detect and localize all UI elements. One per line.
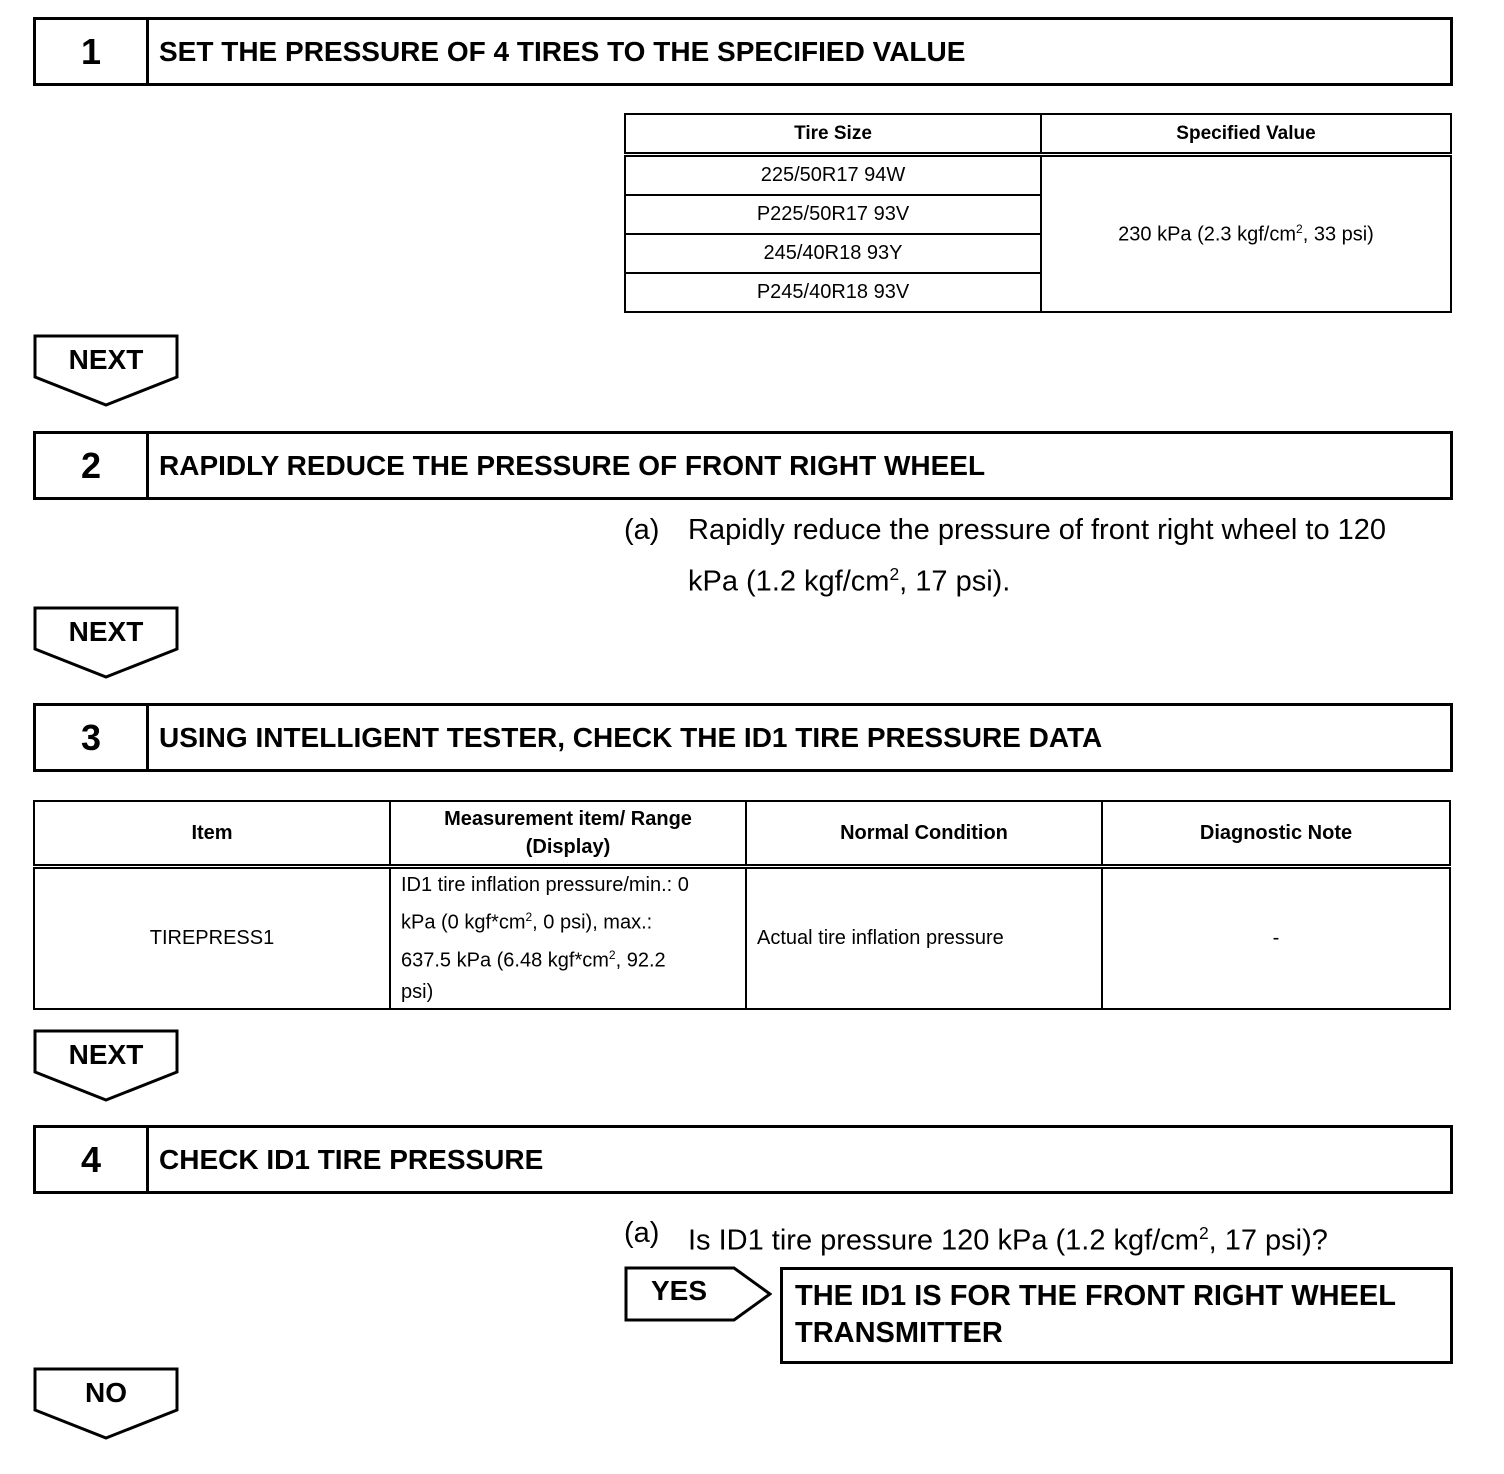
specified-value-cell: 230 kPa (2.3 kgf/$cm^2$, 33 psi) <box>1041 155 1451 313</box>
col-header-diagnostic-note: Diagnostic Note <box>1102 801 1450 867</box>
next-label: NEXT <box>68 1039 144 1070</box>
col-header-tire-size: Tire Size <box>625 114 1041 155</box>
step-number: 1 <box>36 20 149 83</box>
tire-size-cell: 225/50R17 94W <box>625 155 1041 196</box>
tire-size-cell: 245/40R18 93Y <box>625 234 1041 273</box>
step-2-instruction <box>624 508 1454 598</box>
result-line-1: THE ID1 IS FOR THE FRONT RIGHT WHEEL <box>795 1280 1396 1312</box>
col-header-measurement: Measurement item/ Range (Display) <box>390 801 746 867</box>
step-title: CHECK ID1 TIRE PRESSURE <box>159 1143 544 1175</box>
tire-size-cell: P225/50R17 93V <box>625 195 1041 234</box>
col-header-item: Item <box>34 801 390 867</box>
tester-data-table <box>33 800 1451 1010</box>
step-3-header <box>33 703 1453 772</box>
yes-label: YES <box>650 1275 708 1306</box>
result-line-2: TRANSMITTER <box>795 1317 1003 1349</box>
step-4-header <box>33 1125 1453 1194</box>
no-arrow <box>33 1367 179 1441</box>
next-arrow <box>33 334 179 408</box>
tire-spec-table <box>624 113 1452 313</box>
step-4-question <box>624 1211 1454 1257</box>
step-2-header <box>33 431 1453 500</box>
measurement-cell: ID1 tire inflation pressure/min.: 0 kPa (0 $kgf*cm^2$, 0 psi), max.: 637.5 kPa (6.48 $kgf*cm^2$, 92.2 psi) <box>390 867 746 1010</box>
step-number: 4 <box>36 1128 149 1191</box>
item-cell: TIREPRESS1 <box>34 867 390 1010</box>
next-label: NEXT <box>68 616 144 647</box>
step-title: RAPIDLY REDUCE THE PRESSURE OF FRONT RIGHT WHEEL <box>159 449 986 481</box>
step-1-header <box>33 17 1453 86</box>
result-box <box>780 1267 1453 1364</box>
item-tag: (a) <box>624 1217 660 1249</box>
instruction-line-2: kPa (1.2 kgf/$cm^2$, 17 psi). <box>688 564 1011 598</box>
next-arrow <box>33 1029 179 1103</box>
step-number: 2 <box>36 434 149 497</box>
step-number: 3 <box>36 706 149 769</box>
question-text: Is ID1 tire pressure 120 kPa (1.2 kgf/$cm^2$, 17 psi)? <box>688 1223 1328 1257</box>
yes-arrow <box>624 1266 772 1322</box>
next-arrow <box>33 606 179 680</box>
no-label: NO <box>85 1377 127 1408</box>
next-label: NEXT <box>68 344 144 375</box>
tire-size-cell: P245/40R18 93V <box>625 273 1041 312</box>
diagnostic-note-cell: - <box>1102 867 1450 1010</box>
normal-condition-cell: Actual tire inflation pressure <box>746 867 1102 1010</box>
instruction-line-1: Rapidly reduce the pressure of front right wheel to 120 <box>688 514 1387 546</box>
step-title: USING INTELLIGENT TESTER, CHECK THE ID1 TIRE PRESSURE DATA <box>159 721 1103 753</box>
step-title: SET THE PRESSURE OF 4 TIRES TO THE SPECIFIED VALUE <box>159 35 966 67</box>
col-header-normal-condition: Normal Condition <box>746 801 1102 867</box>
col-header-specified-value: Specified Value <box>1041 114 1451 155</box>
item-tag: (a) <box>624 514 660 546</box>
